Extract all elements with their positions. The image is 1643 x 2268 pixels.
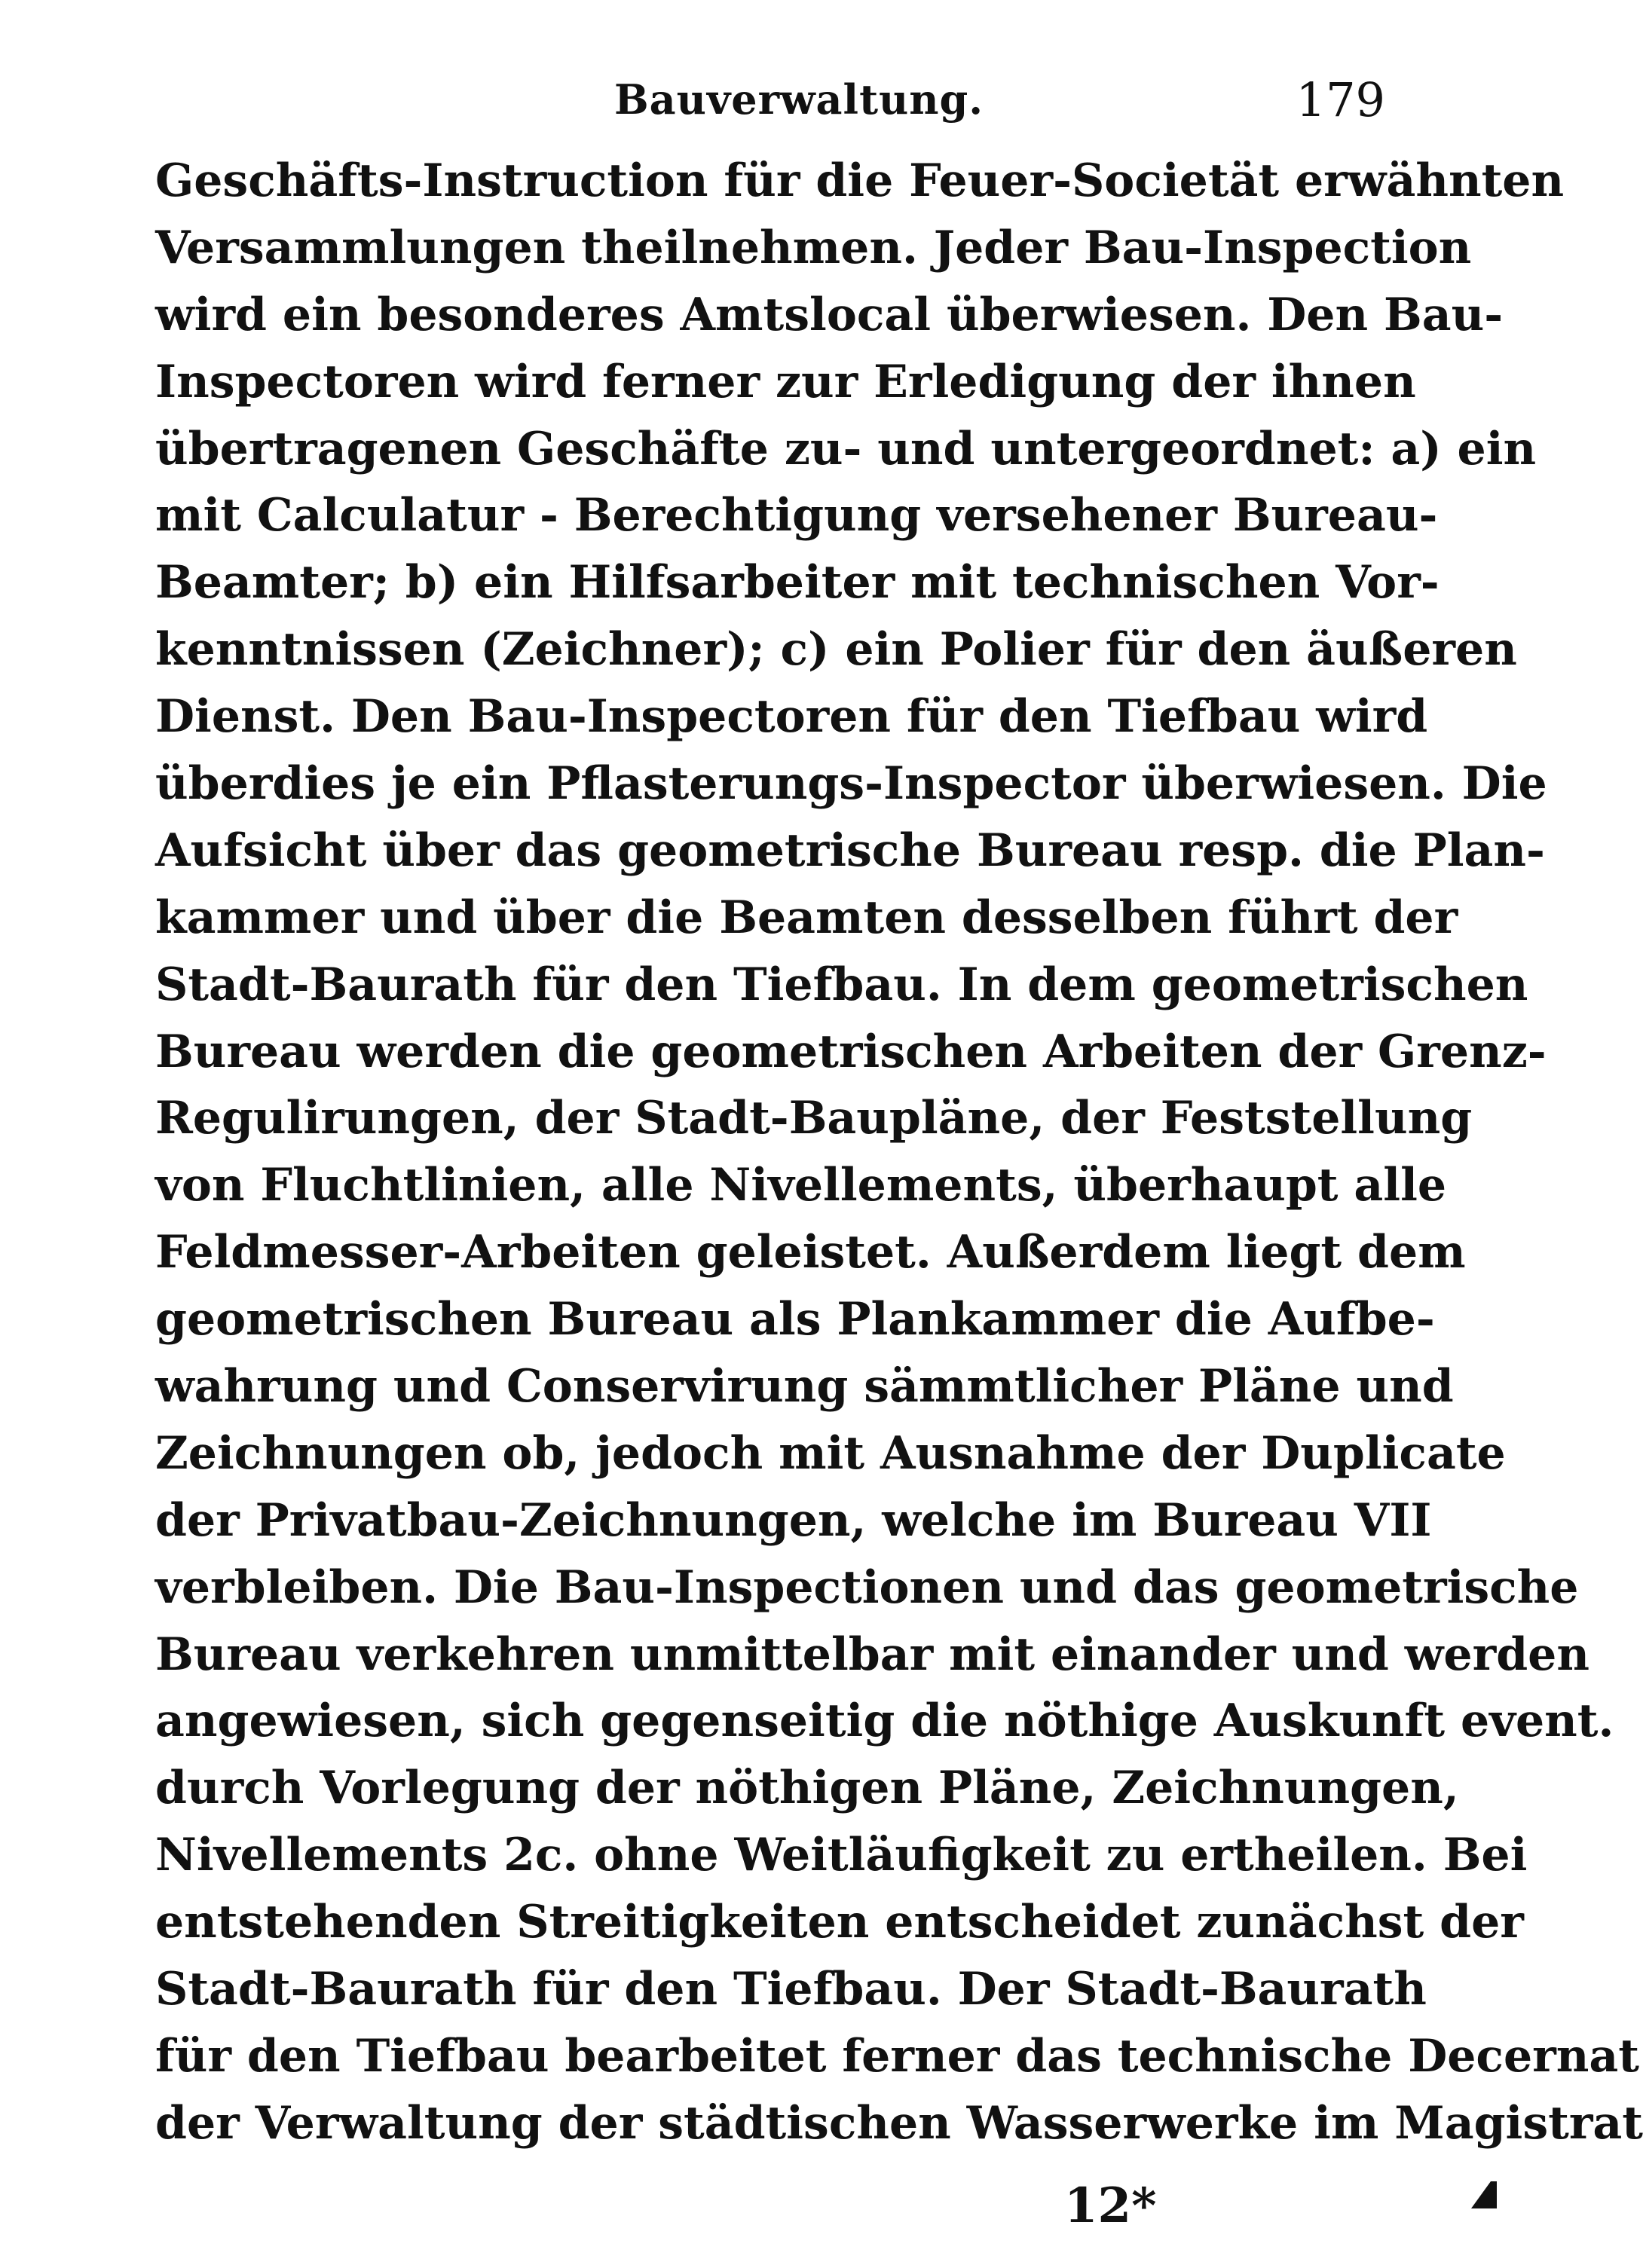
text-line: Dienst. Den Bau-Inspectoren für den Tiefbau wird: [155, 690, 1428, 744]
text-line: Feldmesser-Arbeiten geleistet. Außerdem liegt dem: [155, 1226, 1466, 1279]
text-line: übertragenen Geschäfte zu- und untergeordnet: a) ein: [155, 422, 1537, 475]
running-head: Bauverwaltung.: [614, 75, 984, 124]
text-line: entstehenden Streitigkeiten entscheidet zunächst der: [155, 1896, 1524, 1949]
text-line: Beamter; b) ein Hilfsarbeiter mit technischen Vor-: [155, 556, 1440, 610]
text-line: überdies je ein Pflasterungs-Inspector überwiesen. Die: [155, 757, 1547, 811]
text-line: wahrung und Conservirung sämmtlicher Pläne und: [155, 1360, 1454, 1414]
text-line: Stadt-Baurath für den Tiefbau. Der Stadt-Baurath: [155, 1963, 1427, 2016]
text-line: durch Vorlegung der nöthigen Pläne, Zeichnungen,: [155, 1762, 1459, 1815]
printer-mark-icon: [1468, 2180, 1498, 2210]
text-line: kenntnissen (Zeichner); c) ein Polier für den äußeren: [155, 623, 1517, 677]
text-line: Nivellements 2c. ohne Weitläufigkeit zu ertheilen. Bei: [155, 1829, 1528, 1882]
text-line: Bureau werden die geometrischen Arbeiten der Grenz-: [155, 1025, 1547, 1078]
text-line: Geschäfts-Instruction für die Feuer-Societät erwähnten: [155, 154, 1565, 207]
text-line: Regulirungen, der Stadt-Baupläne, der Feststellung: [155, 1092, 1473, 1145]
text-line: der Verwaltung der städtischen Wasserwerke im Magistrat: [155, 2096, 1643, 2150]
body-text: [155, 148, 1643, 2157]
text-line: Stadt-Baurath für den Tiefbau. In dem geometrischen: [155, 958, 1528, 1011]
text-line: Aufsicht über das geometrische Bureau resp. die Plan-: [155, 824, 1545, 877]
text-line: angewiesen, sich gegenseitig die nöthige Auskunft event.: [155, 1695, 1614, 1748]
text-line: für den Tiefbau bearbeitet ferner das technische Decernat: [155, 2029, 1639, 2083]
text-line: Zeichnungen ob, jedoch mit Ausnahme der Duplicate: [155, 1426, 1506, 1480]
page-number: 179: [1296, 72, 1385, 127]
text-line: Inspectoren wird ferner zur Erledigung der ihnen: [155, 355, 1416, 408]
text-line: von Fluchtlinien, alle Nivellements, überhaupt alle: [155, 1159, 1447, 1212]
text-line: verbleiben. Die Bau-Inspectionen und das geometrische: [155, 1560, 1579, 1614]
text-line: kammer und über die Beamten desselben führt der: [155, 891, 1458, 944]
text-line: Bureau verkehren unmittelbar mit einander und werden: [155, 1628, 1589, 1681]
text-line: wird ein besonderes Amtslocal überwiesen. Den Bau-: [155, 288, 1504, 341]
text-line: Versammlungen theilnehmen. Jeder Bau-Inspection: [155, 221, 1472, 274]
signature-mark: 12*: [1064, 2178, 1157, 2234]
text-line: geometrischen Bureau als Plankammer die Aufbe-: [155, 1293, 1435, 1346]
text-line: mit Calculatur - Berechtigung versehener Bureau-: [155, 489, 1438, 543]
text-line: der Privatbau-Zeichnungen, welche im Bureau VII: [155, 1493, 1432, 1547]
